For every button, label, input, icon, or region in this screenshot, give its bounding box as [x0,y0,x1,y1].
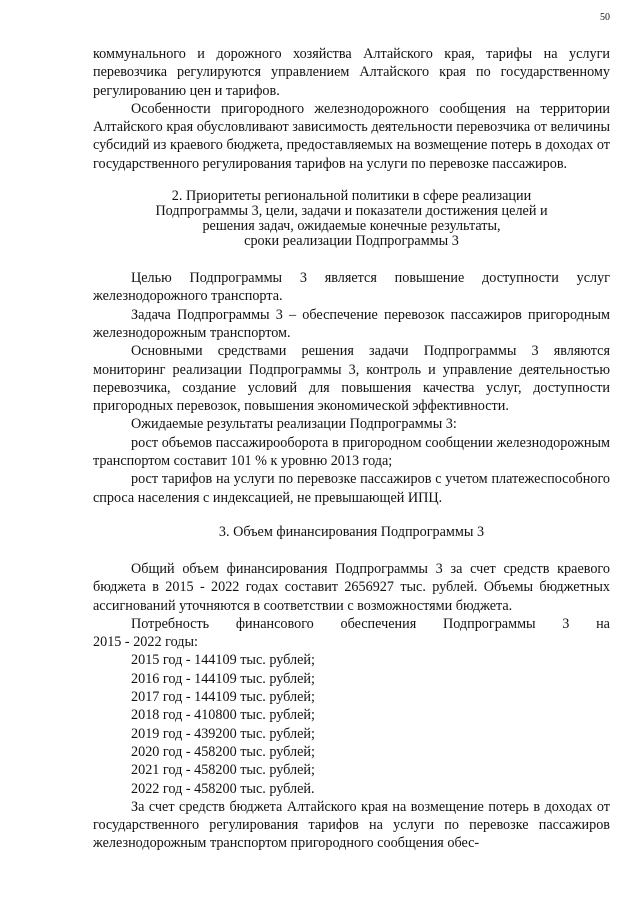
financing-needs-period: 2015 - 2022 годы: [93,634,198,651]
task-paragraph: Задача Подпрограммы 3 – обеспечение перевозок пассажиров пригородным железнодорожным транспортом. [93,306,610,341]
list-item: 2019 год - 439200 тыс. рублей; [131,725,315,742]
list-item: 2018 год - 410800 тыс. рублей; [131,707,315,724]
needs-word: финансового [235,615,314,632]
needs-word: Потребность [131,615,210,632]
list-item: 2021 год - 458200 тыс. рублей; [131,762,315,779]
document-body [93,45,610,853]
needs-word: 3 [562,615,570,632]
section-2-heading-line: Подпрограммы 3, цели, задачи и показатели достижения целей и [155,203,548,220]
list-item: 2016 год - 144109 тыс. рублей; [131,670,315,687]
section-2-heading [93,189,610,249]
passenger-turnover-paragraph: рост объемов пассажирооборота в пригородном сообщении железнодорожным транспортом составит 101 % к уровню 2013 года; [93,434,610,470]
list-item: 2020 год - 458200 тыс. рублей; [131,743,315,760]
goal-paragraph: Целью Подпрограммы 3 является повышение доступности услуг железнодорожного транспорта. [93,270,610,305]
section-2-heading-line: сроки реализации Подпрограммы 3 [244,233,459,250]
intro-paragraph-subsidies: Особенности пригородного железнодорожного сообщения на территории Алтайского края обусловливают зависимость деятельности перевозчика от величины субсидий из краевого бюджета, предоставляемых на возмещение потерь в доходах от государственного регулирования тарифов на услуги по перевозке пассажиров. [93,100,610,172]
list-item: 2017 год - 144109 тыс. рублей; [131,689,315,706]
needs-word: обеспечения [340,615,417,632]
yearly-financing-list [93,651,610,797]
list-item: 2022 год - 458200 тыс. рублей. [131,780,315,797]
total-financing-paragraph: Общий объем финансирования Подпрограммы 3 за счет средств краевого бюджета в 2015 - 2022 годах составит 2656927 тыс. рублей. Объемы бюджетных ассигнований уточняются в соответствии с возможностями бюджета. [93,560,610,614]
section-2-heading-line: 2. Приоритеты региональной политики в сфере реализации [171,188,532,205]
needs-word: на [596,615,610,632]
needs-word: Подпрограммы [442,615,536,632]
means-paragraph: Основными средствами решения задачи Подпрограммы 3 являются мониторинг реализации Подпрограммы 3, контроль и управление деятельностью перевозчика, создание условий для повышения качества услуг, доступности пригородных перевозок, повышения экономической эффективности. [93,343,610,415]
financing-needs-line [93,615,610,633]
list-item: 2015 год - 144109 тыс. рублей; [131,652,315,669]
tariff-growth-paragraph: рост тарифов на услуги по перевозке пассажиров с учетом платежеспособного спроса населения с индексацией, не превышающей ИПЦ. [93,471,610,506]
intro-paragraph-continued: коммунального и дорожного хозяйства Алтайского края, тарифы на услуги перевозчика регулируются управлением Алтайского края по государственному регулированию цен и тарифов. [93,46,610,99]
section-3-heading: 3. Объем финансирования Подпрограммы 3 [218,523,485,540]
regional-budget-paragraph: За счет средств бюджета Алтайского края на возмещение потерь в доходах от государственного регулирования тарифов на услуги по перевозке пассажиров железнодорожным транспортом пригородного сообщения обес- [93,798,610,852]
expected-results-paragraph: Ожидаемые результаты реализации Подпрограммы 3: [131,416,457,433]
page-number: 50 [600,12,610,23]
section-2-heading-line: решения задач, ожидаемые конечные результаты, [202,218,501,235]
